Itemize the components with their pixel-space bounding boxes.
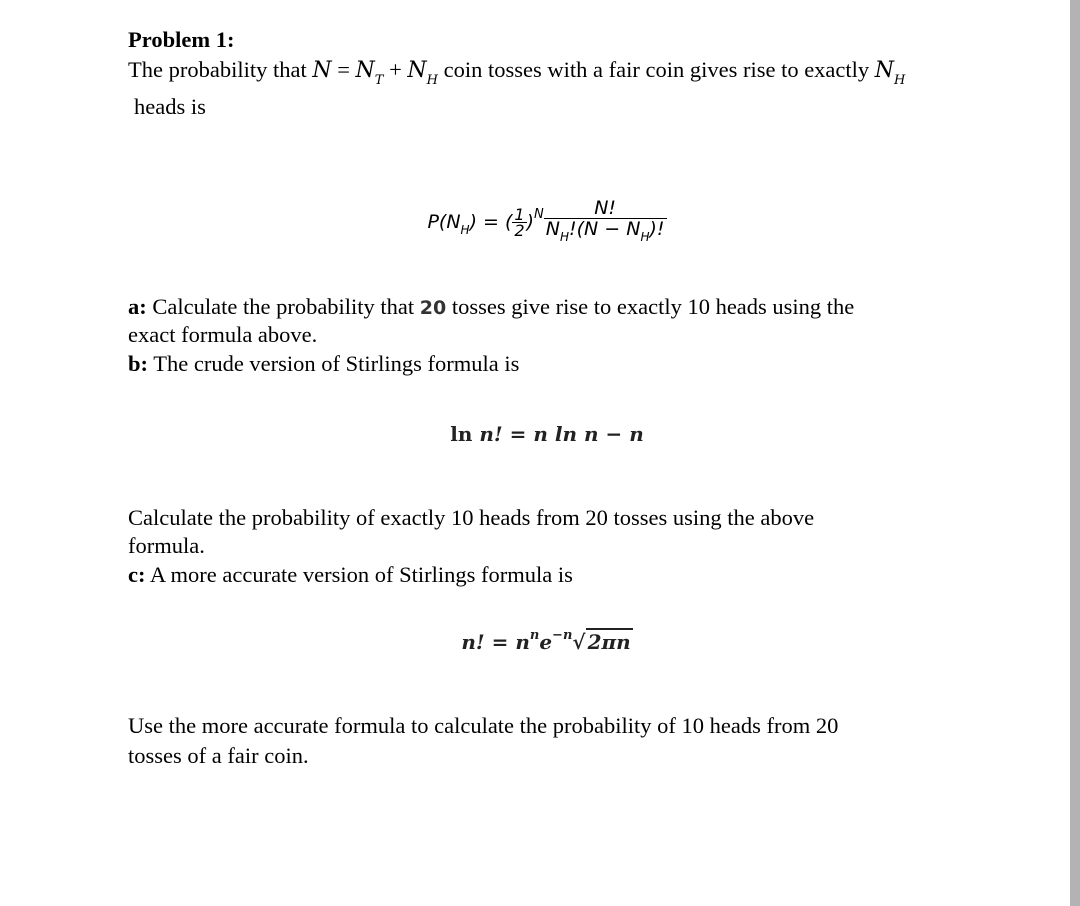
part-c-line: c: A more accurate version of Stirlings formula is — [128, 562, 573, 587]
intro-text-3: heads is — [134, 94, 206, 119]
part-b-follow-2: formula. — [128, 533, 205, 558]
var-nh-2: $N_H$ — [874, 58, 906, 88]
part-a-line-1: a: Calculate the probability that 20 tosses give rise to exactly 10 heads using the — [128, 294, 855, 319]
part-b-follow-1: Calculate the probability of exactly 10 heads from 20 tosses using the above — [128, 505, 815, 530]
binomial-fraction: $\frac{N!}{N_H!(N - N_H)!}$ — [544, 198, 667, 247]
probability-formula: $P(N_H)$ = ( $\frac{1}{2}$ )$^N$ $\frac{N!}{N_H!(N - N_H)!}$ — [0, 198, 1070, 247]
var-nt: $N_T$ — [355, 58, 384, 88]
intro-line — [128, 57, 905, 94]
intro-text-2: coin tosses with a fair coin gives rise to exactly — [443, 57, 870, 82]
eq-sign: = — [337, 57, 350, 82]
part-c-follow-1: Use the more accurate formula to calculate the probability of 10 heads from 20 — [128, 713, 839, 738]
var-n: N — [312, 58, 332, 83]
stirling-accurate-formula: n! = $n^ne^{-n}√$ 2πn — [461, 628, 631, 654]
part-a-number: 20 — [419, 297, 447, 319]
part-c-label: c: — [128, 562, 146, 587]
part-b-label: b: — [128, 351, 149, 376]
half-fraction: $\frac{1}{2}$ — [514, 205, 525, 240]
part-a-line-2: exact formula above. — [128, 322, 318, 347]
intro-text-1: The probability that — [128, 57, 307, 82]
scrollbar[interactable] — [1070, 0, 1080, 906]
part-b-line: b: The crude version of Stirlings formula is — [128, 351, 520, 376]
part-c-follow-2: tosses of a fair coin. — [128, 743, 309, 768]
var-nh: $N_H$ — [407, 58, 439, 88]
stirling-crude-formula: ln n! = n ln n − n — [450, 422, 644, 446]
problem-title: Problem 1: — [128, 27, 235, 52]
plus-sign: + — [389, 57, 402, 82]
part-a-label: a: — [128, 294, 147, 319]
